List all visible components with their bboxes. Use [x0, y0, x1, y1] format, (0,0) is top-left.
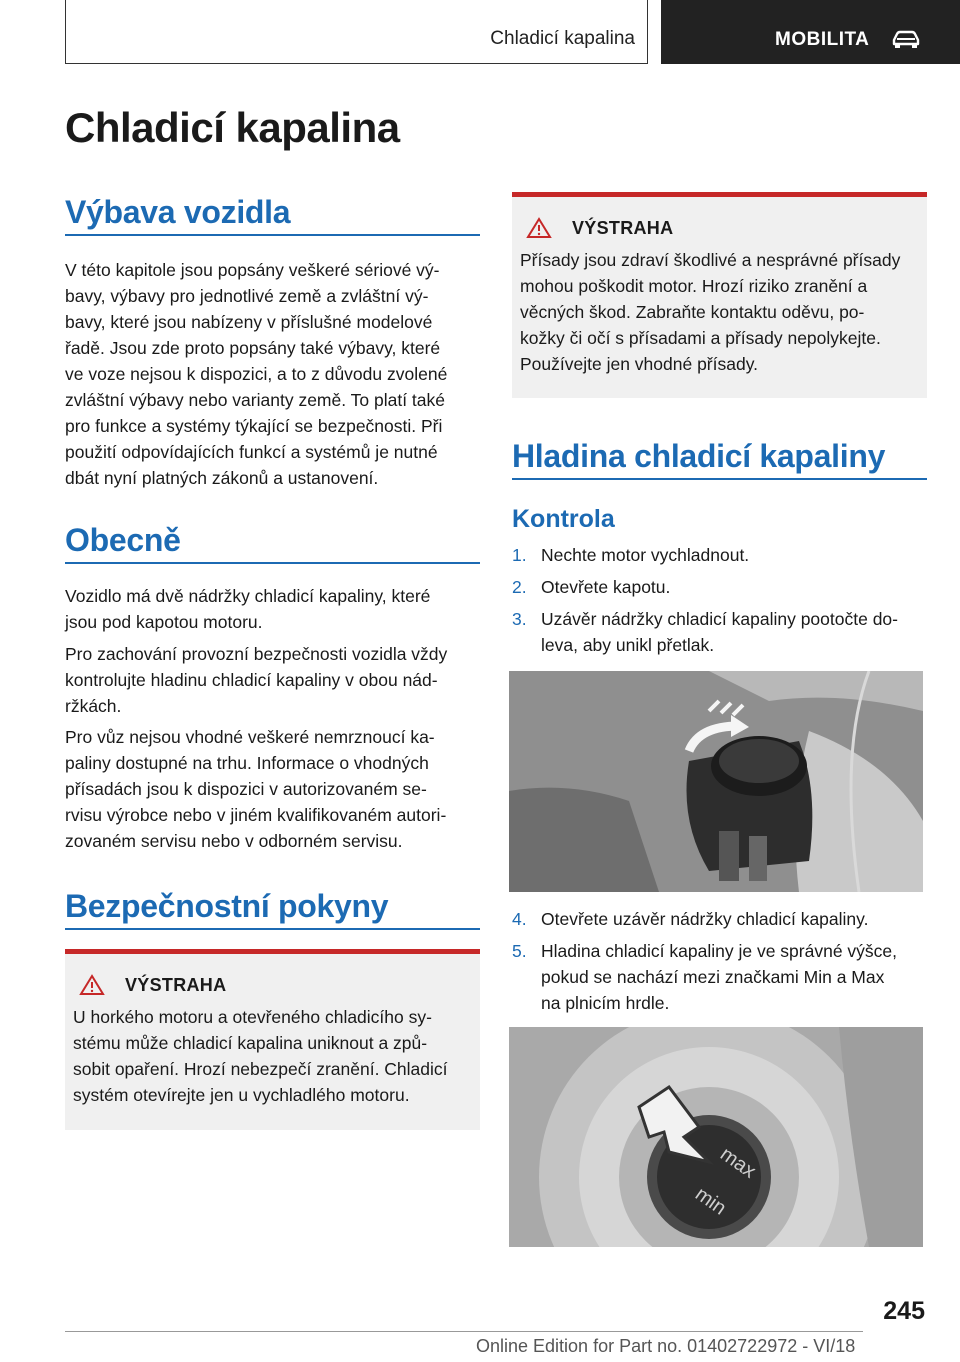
- heading-bezpecnost: Bezpečnostní pokyny: [65, 888, 389, 924]
- step-item: [512, 906, 927, 932]
- heading-obecne: Obecně: [65, 522, 181, 558]
- heading-rule: [65, 234, 480, 236]
- obecne-p3: Pro vůz nejsou vhodné veškeré nemrznoucí ka- paliny dostupné na trhu. Informace o vhodných přísadách jsou k dispozici v autorizovaném se- rvisu výrobce nebo v jiném kvalifikovaném autori- zovaném servisu nebo v odborném servisu.: [65, 727, 447, 851]
- heading-vybava: Výbava vozidla: [65, 194, 291, 230]
- warning-text: Přísady jsou zdraví škodlivé a nesprávné přísady mohou poškodit motor. Hrozí riziko zranění a věcných škod. Zabraňte kontaktu oděvu, po- kožky či očí s přísadami a přísady nepolykejte. Používejte jen vhodné přísady.: [520, 250, 901, 374]
- step-text: Otevřete kapotu.: [541, 577, 671, 597]
- warning-title: VÝSTRAHA: [572, 217, 674, 238]
- obecne-p1: Vozidlo má dvě nádržky chladicí kapaliny, které jsou pod kapotou motoru.: [65, 586, 431, 632]
- step-text: Uzávěr nádržky chladicí kapaliny pootočte do- leva, aby unikl přetlak.: [541, 609, 898, 655]
- step-item: [512, 938, 927, 1016]
- footer-rule: [65, 1331, 863, 1332]
- step-number: 2.: [512, 577, 527, 597]
- step-number: 1.: [512, 545, 527, 565]
- step-text: Otevřete uzávěr nádržky chladicí kapaliny.: [541, 909, 869, 929]
- page-title: Chladicí kapalina: [65, 104, 400, 151]
- step-item: [512, 574, 927, 600]
- footer-edition: Online Edition for Part no. 01402722972 - VI/18: [476, 1336, 856, 1356]
- heading-rule: [65, 928, 480, 930]
- header-section-label: MOBILITA: [775, 29, 870, 50]
- step-text: Nechte motor vychladnout.: [541, 545, 750, 565]
- warning-title: VÝSTRAHA: [125, 974, 227, 995]
- step-item: [512, 542, 927, 568]
- warning-triangle-icon: [526, 217, 552, 239]
- heading-hladina: Hladina chladicí kapaliny: [512, 438, 886, 474]
- label-min: min: [691, 1183, 731, 1220]
- warning-triangle-icon: [79, 974, 105, 996]
- step-number: 3.: [512, 609, 527, 629]
- warning-text: U horkého motoru a otevřeného chladicího sy- stému může chladicí kapalina uniknout a způ- sobit opaření. Hrozí nebezpečí zranění. Chladicí systém otevírejte jen u vychladlého motoru.: [73, 1007, 448, 1105]
- header-section-tab: [661, 0, 960, 64]
- step-text: Hladina chladicí kapaliny je ve správné výšce, pokud se nachází mezi značkami Min a Max na plnicím hrdle.: [541, 941, 898, 1013]
- step-item: [512, 606, 927, 658]
- warning-box-additives: [512, 192, 927, 398]
- heading-kontrola: Kontrola: [512, 505, 615, 533]
- photo-coolant-reservoir: [509, 671, 923, 892]
- heading-rule: [512, 478, 927, 480]
- photo-filler-neck-min-max: [509, 1027, 923, 1247]
- header-chapter-title: Chladicí kapalina: [490, 28, 635, 49]
- label-max: max: [716, 1143, 760, 1183]
- vybava-text: V této kapitole jsou popsány veškeré sériové vý- bavy, výbavy pro jednotlivé země a zvláštní vý- bavy, které jsou nabízeny v příslušné modelové řadě. Jsou zde proto popsány také výbavy, které ve voze nejsou k dispozici, a to z důvodu zvolené zvláštní výbavy nebo varianty země. To platí také pro funkce a systémy týkající se bezpečnosti. Při použití odpovídajících funkcí a systémů je nutné dbát nyní platných zákonů a ustanovení.: [65, 260, 448, 488]
- warning-box-hot-engine: [65, 949, 480, 1130]
- car-icon: [891, 30, 921, 50]
- obecne-p2: Pro zachování provozní bezpečnosti vozidla vždy kontrolujte hladinu chladicí kapaliny v obou nád- ržkách.: [65, 644, 448, 716]
- page-number: 245: [883, 1297, 925, 1325]
- step-number: 5.: [512, 941, 527, 961]
- step-number: 4.: [512, 909, 527, 929]
- header-chapter-box: [65, 0, 648, 64]
- heading-rule: [65, 562, 480, 564]
